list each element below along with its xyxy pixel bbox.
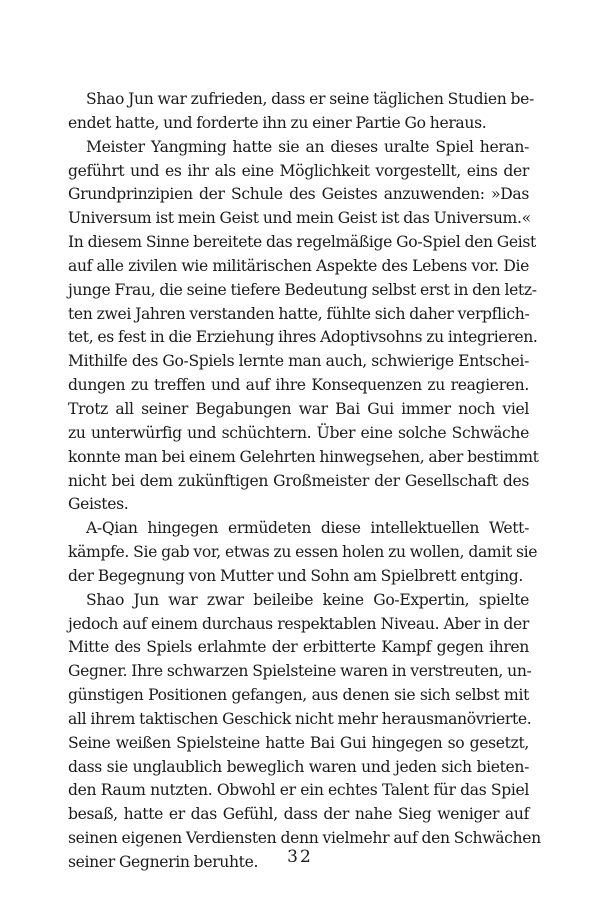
text-line: all ihrem taktischen Geschick nicht mehr herausmanövrierte. bbox=[68, 709, 532, 728]
text-line: Universum ist mein Geist und mein Geist ist das Universum.« bbox=[68, 209, 531, 228]
text-line: auf alle zivilen wie militärischen Aspekte des Lebens vor. Die bbox=[68, 256, 529, 275]
text-line: In diesem Sinne bereitete das regelmäßige Go-Spiel den Geist bbox=[68, 233, 536, 252]
text-line: günstigen Positionen gefangen, aus denen sie sich selbst mit bbox=[68, 686, 529, 705]
text-line: Mithilfe des Go-Spiels lernte man auch, schwierige Entschei- bbox=[68, 352, 529, 371]
text-line: dungen zu treffen und auf ihre Konsequenzen zu reagieren. bbox=[68, 376, 529, 395]
text-line: konnte man bei einem Gelehrten hinwegsehen, aber bestimmt bbox=[68, 447, 539, 466]
text-line: A-Qian hingegen ermüdeten diese intellektuellen Wett- bbox=[86, 519, 529, 538]
text-line: junge Frau, die seine tiefere Bedeutung selbst erst in den letz- bbox=[68, 280, 537, 299]
text-line: tet, es fest in die Erziehung ihres Adoptivsohns zu integrieren. bbox=[68, 328, 538, 347]
text-line: seinen eigenen Verdiensten denn vielmehr auf den Schwächen bbox=[68, 829, 541, 848]
text-line: Seine weißen Spielsteine hatte Bai Gui hingegen so gesetzt, bbox=[68, 733, 529, 752]
text-line: Shao Jun war zufrieden, dass er seine täglichen Studien be- bbox=[86, 90, 534, 108]
text-line: Grundprinzipien der Schule des Geistes anzuwenden: »Das bbox=[68, 185, 529, 204]
text-line: Mitte des Spiels erlahmte der erbitterte Kampf gegen ihren bbox=[68, 638, 529, 657]
text-line: ten zwei Jahren verstanden hatte, fühlte sich daher verpflich- bbox=[68, 304, 530, 323]
text-line: dass sie unglaublich beweglich waren und jeden sich bieten- bbox=[68, 757, 529, 776]
text-line: seiner Gegnerin beruhte. bbox=[68, 853, 259, 871]
page-body bbox=[68, 88, 541, 875]
text-line: Meister Yangming hatte sie an dieses uralte Spiel heran- bbox=[86, 137, 529, 156]
text-line: Geistes. bbox=[68, 495, 129, 514]
text-line: Shao Jun war zwar beileibe keine Go-Expertin, spielte bbox=[86, 590, 529, 609]
page-number: 32 bbox=[287, 847, 313, 867]
text-line: geführt und es ihr als eine Möglichkeit vorgestellt, eins der bbox=[68, 161, 529, 180]
text-line: kämpfe. Sie gab vor, etwas zu essen holen zu wollen, damit sie bbox=[68, 543, 538, 562]
text-line: endet hatte, und forderte ihn zu einer Partie Go heraus. bbox=[68, 113, 487, 132]
text-line: Trotz all seiner Begabungen war Bai Gui immer noch viel bbox=[68, 399, 529, 418]
text-line: der Begegnung von Mutter und Sohn am Spielbrett entging. bbox=[68, 566, 524, 585]
text-line: jedoch auf einem durchaus respektablen Niveau. Aber in der bbox=[68, 614, 529, 633]
text-line: nicht bei dem zukünftigen Großmeister der Gesellschaft des bbox=[68, 471, 529, 490]
text-line: besaß, hatte er das Gefühl, dass der nahe Sieg weniger auf bbox=[68, 805, 529, 824]
text-line: Gegner. Ihre schwarzen Spielsteine waren in verstreuten, un- bbox=[68, 662, 532, 681]
text-line: zu unterwürfig und schüchtern. Über eine solche Schwäche bbox=[68, 423, 529, 442]
text-line: den Raum nutzten. Obwohl er ein echtes Talent für das Spiel bbox=[68, 781, 529, 800]
